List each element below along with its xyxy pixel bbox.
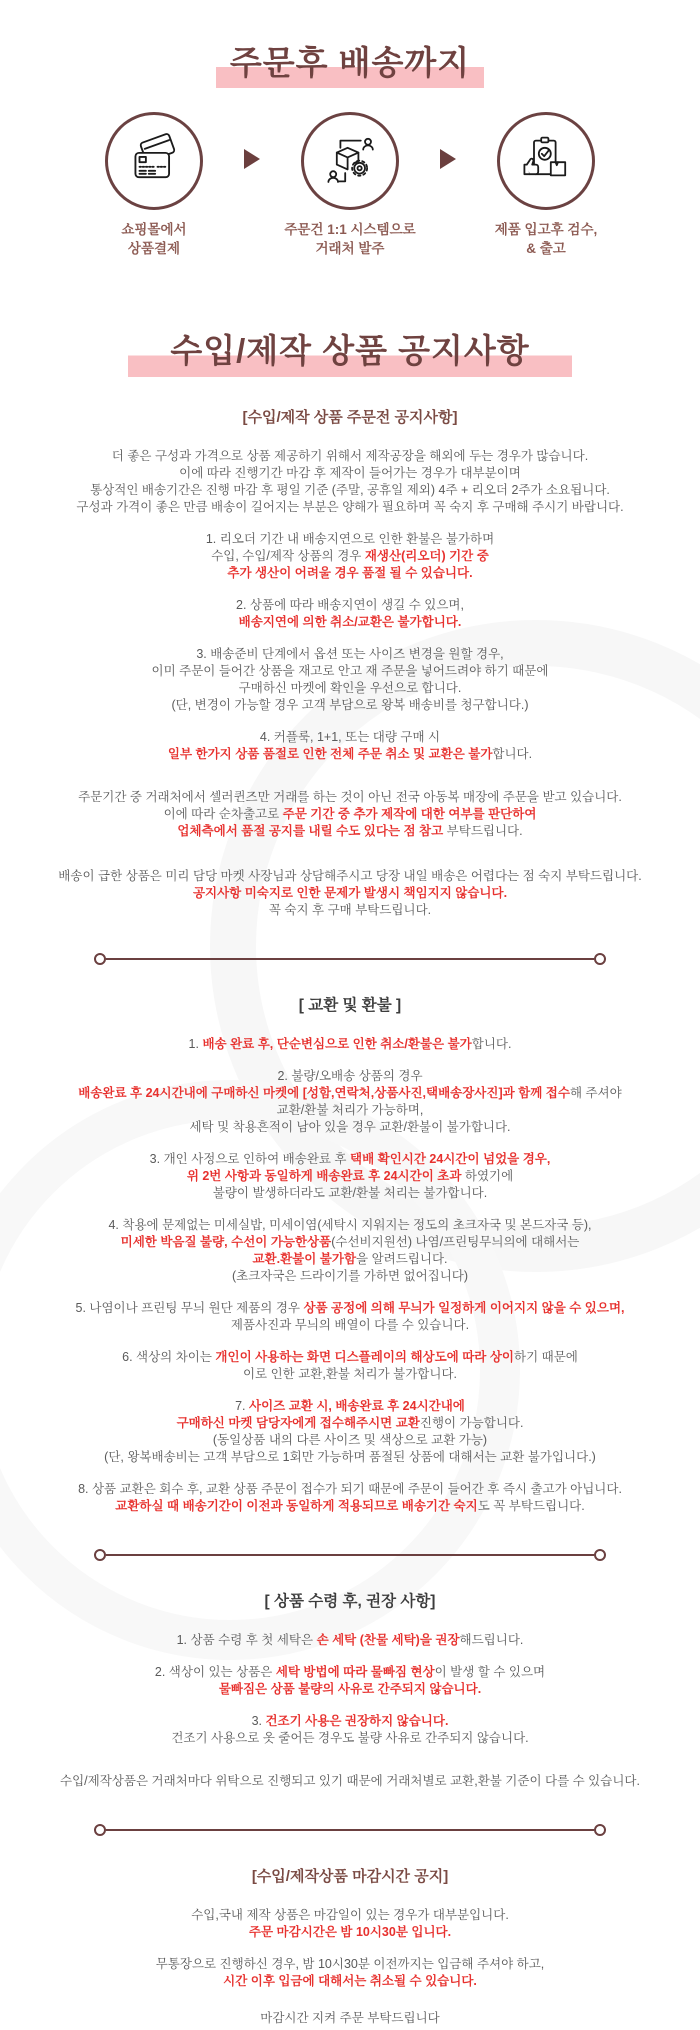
- notice-line: 꼭 숙지 후 구매 부탁드립니다.: [268, 902, 432, 917]
- credit-card-icon: [105, 112, 203, 210]
- notice-line: 3. 건조기 사용은 권장하지 않습니다.: [251, 1713, 449, 1728]
- notice-line: 주문기간 중 거래처에서 셀러퀸즈만 거래를 하는 것이 아닌 전국 아동복 매장에 주문을 받고 있습니다.: [78, 789, 622, 804]
- notice-line: 이에 따라 진행기간 마감 후 제작이 들어가는 경우가 대부분이며: [179, 465, 521, 480]
- divider-end-dot: [594, 953, 606, 965]
- notice-line: 더 좋은 구성과 가격으로 상품 제공하기 위해서 제작공장을 해외에 두는 경우가 많습니다.: [111, 448, 589, 463]
- notice-line: 수입, 수입/제작 상품의 경우 재생산(리오더) 기간 중: [211, 548, 489, 563]
- section-header: [ 상품 수령 후, 권장 사항]: [264, 1592, 436, 1610]
- notice-line: 무통장으로 진행하신 경우, 밤 10시30분 이전까지는 입금해 주셔야 하고,: [155, 1956, 545, 1971]
- notice-paragraph: [20, 1398, 680, 1466]
- section-divider: [94, 1549, 606, 1561]
- inspection-shipping-icon: [497, 112, 595, 210]
- notice-line: 배송완료 후 24시간내에 구매하신 마켓에 [성함,연락처,상품사진,택배송장사진]과 함께 접수해 주셔야: [78, 1085, 622, 1100]
- notice-line: 교환/환불 처리가 가능하며,: [276, 1102, 424, 1117]
- notice-line: (단, 변경이 가능할 경우 고객 부담으로 왕복 배송비를 청구합니다.): [171, 697, 529, 712]
- section-divider: [94, 1824, 606, 1836]
- notice-line: 이미 주문이 들어간 상품을 재고로 안고 재 주문을 넣어드려야 하기 때문에: [151, 663, 549, 678]
- arrow-right-icon: [440, 149, 456, 169]
- notice-line: 추가 생산이 어려울 경우 품절 될 수 있습니다.: [227, 565, 473, 580]
- notice-line: 구성과 가격이 좋은 만큼 배송이 길어지는 부분은 양해가 필요하며 꼭 숙지 후 구매해 주시기 바랍니다.: [76, 499, 624, 514]
- notice-line: 건조기 사용으로 옷 줄어든 경우도 불량 사유로 간주되지 않습니다.: [171, 1730, 529, 1745]
- notice-paragraph: [20, 1300, 680, 1334]
- section-header: [ 교환 및 환불 ]: [298, 996, 402, 1014]
- divider-line: [106, 958, 594, 960]
- notice-line: 교환.환불이 불가함을 알려드립니다.: [252, 1251, 448, 1266]
- notice-paragraph: [20, 448, 680, 516]
- process-step-label: 쇼핑몰에서 상품결제: [121, 221, 187, 256]
- notice-line: 일부 한가지 상품 품절로 인한 전체 주문 취소 및 교환은 불가합니다.: [167, 746, 533, 761]
- process-step-label: 제품 입고후 검수, & 출고: [494, 221, 598, 256]
- notice-paragraph: [20, 1713, 680, 1747]
- notice-line: 구매하신 마켓에 확인을 우선으로 합니다.: [238, 680, 462, 695]
- section-header: [수입/제작상품 마감시간 공지]: [251, 1867, 449, 1885]
- notice-line: 제품사진과 무늬의 배열이 다를 수 있습니다.: [230, 1317, 470, 1332]
- notice-paragraph: [20, 597, 680, 631]
- notice-paragraph: [20, 1664, 680, 1698]
- notice-line: 2. 색상이 있는 상품은 세탁 방법에 따라 물빠짐 현상이 발생 할 수 있으며: [154, 1664, 546, 1679]
- notice-line: 위 2번 사항과 동일하게 배송완료 후 24시간이 초과 하였기에: [186, 1168, 514, 1183]
- notice-line: 수입/제작상품은 거래처마다 위탁으로 진행되고 있기 때문에 거래처별로 교환,환불 기준이 다를 수 있습니다.: [60, 1773, 640, 1788]
- notice-line: (동일상품 내의 다른 사이즈 및 색상으로 교환 가능): [212, 1432, 488, 1447]
- notice-line: 4. 착용에 문제없는 미세실밥, 미세이염(세탁시 지워지는 정도의 초크자국 및 본드자국 등),: [108, 1217, 592, 1232]
- notice-line: 공지사항 미숙지로 인한 문제가 발생시 책임지지 않습니다.: [192, 885, 508, 900]
- notice-line: 2. 불량/오배송 상품의 경우: [277, 1068, 423, 1083]
- notice-paragraph: [20, 1217, 680, 1285]
- notice-paragraph: [20, 1773, 680, 1790]
- notice-line: 마감시간 지켜 주문 부탁드립니다: [260, 2010, 440, 2025]
- notice-line: 통상적인 배송기간은 진행 마감 후 평일 기준 (주말, 공휴일 제외) 4주 + 리오더 2주가 소요됩니다.: [90, 482, 610, 497]
- notice-line: 5. 나염이나 프린팅 무늬 원단 제품의 경우 상품 공정에 의해 무늬가 일정하게 이어지지 않을 수 있으며,: [75, 1300, 625, 1315]
- order-system-icon: [301, 112, 399, 210]
- notice-line: 배송이 급한 상품은 미리 담당 마켓 사장님과 상담해주시고 당장 내일 배송은 어렵다는 점 숙지 부탁드립니다.: [58, 868, 642, 883]
- notice-line: 업체측에서 품절 공지를 내릴 수도 있다는 점 참고 부탁드립니다.: [177, 823, 523, 838]
- notice-line: 주문 마감시간은 밤 10시30분 입니다.: [248, 1924, 452, 1939]
- section-divider: [94, 953, 606, 965]
- notice-line: 시간 이후 입금에 대해서는 취소될 수 있습니다.: [223, 1973, 477, 1988]
- notice-line: 미세한 박음질 불량, 수선이 가능한상품(수선비지원선) 나염/프린팅무늬의에 대해서는: [120, 1234, 580, 1249]
- divider-line: [106, 1829, 594, 1831]
- notice-paragraph: [20, 1151, 680, 1202]
- notice-line: 이로 인한 교환,환불 처리가 불가합니다.: [242, 1366, 458, 1381]
- notice-paragraph: [20, 1481, 680, 1515]
- divider-line: [106, 1554, 594, 1556]
- process-step-payment: [70, 112, 238, 258]
- notice-paragraph: [20, 531, 680, 582]
- notice-line: 구매하신 마켓 담당자에게 접수해주시면 교환진행이 가능합니다.: [176, 1415, 524, 1430]
- notice-line: 세탁 및 착용흔적이 남아 있을 경우 교환/환불이 불가합니다.: [189, 1119, 511, 1134]
- process-step-order-system: [266, 112, 434, 258]
- notice-paragraph: [20, 646, 680, 714]
- notice-line: 6. 색상의 차이는 개인이 사용하는 화면 디스플레이의 해상도에 따라 상이하기 때문에: [122, 1349, 578, 1364]
- section-header: [수입/제작 상품 주문전 공지사항]: [242, 408, 458, 426]
- notice-paragraph: [20, 1068, 680, 1136]
- notice-line: 2. 상품에 따라 배송지연이 생길 수 있으며,: [236, 597, 464, 612]
- notice-line: 이에 따라 순차출고로 주문 기간 중 추가 제작에 대한 여부를 판단하여: [163, 806, 537, 821]
- notice-paragraph: [20, 1907, 680, 1941]
- notice-line: 1. 배송 완료 후, 단순변심으로 인한 취소/환불은 불가합니다.: [188, 1036, 512, 1051]
- notice-line: 3. 개인 사정으로 인하여 배송완료 후 택배 확인시간 24시간이 넘었을 경우,: [149, 1151, 551, 1166]
- divider-end-dot: [594, 1824, 606, 1836]
- notice-paragraph: [20, 729, 680, 763]
- notice-content: [20, 409, 680, 2027]
- notice-line: 물빠짐은 상품 불량의 사유로 간주되지 않습니다.: [218, 1681, 482, 1696]
- notice-paragraph: [20, 1956, 680, 1990]
- divider-end-dot: [94, 1824, 106, 1836]
- notice-line: (초크자국은 드라이기를 가하면 없어집니다): [231, 1268, 469, 1283]
- order-process-steps: [0, 112, 700, 258]
- notice-line: 수입,국내 제작 상품은 마감일이 있는 경우가 대부분입니다.: [191, 1907, 509, 1922]
- notice-line: 4. 커플룩, 1+1, 또는 대량 구매 시: [259, 729, 441, 744]
- arrow-right-icon: [244, 149, 260, 169]
- divider-end-dot: [594, 1549, 606, 1561]
- page-title: 주문후 배송까지: [216, 44, 484, 88]
- notice-line: 배송지연에 의한 취소/교환은 불가합니다.: [238, 614, 462, 629]
- notice-paragraph: [20, 2010, 680, 2027]
- notice-line: 1. 리오더 기간 내 배송지연으로 인한 환불은 불가하며: [205, 531, 495, 546]
- notice-paragraph: [20, 1632, 680, 1649]
- divider-end-dot: [94, 953, 106, 965]
- notice-paragraph: [20, 789, 680, 840]
- notice-title: 수입/제작 상품 공지사항: [128, 332, 571, 377]
- notice-paragraph: [20, 1036, 680, 1053]
- notice-line: 3. 배송준비 단계에서 옵션 또는 사이즈 변경을 원할 경우,: [196, 646, 504, 661]
- notice-line: (단, 왕복배송비는 고객 부담으로 1회만 가능하며 품절된 상품에 대해서는 교환 불가입니다.): [104, 1449, 596, 1464]
- notice-paragraph: [20, 868, 680, 919]
- divider-end-dot: [94, 1549, 106, 1561]
- process-step-label: 주문건 1:1 시스템으로 거래처 발주: [284, 221, 416, 256]
- notice-paragraph: [20, 1349, 680, 1383]
- notice-line: 교환하실 때 배송기간이 이전과 동일하게 적용되므로 배송기간 숙지도 꼭 부탁드립니다.: [115, 1498, 585, 1513]
- notice-line: 1. 상품 수령 후 첫 세탁은 손 세탁 (찬물 세탁)을 권장해드립니다.: [176, 1632, 524, 1647]
- process-step-inspection: [462, 112, 630, 258]
- notice-line: 7. 사이즈 교환 시, 배송완료 후 24시간내에: [235, 1398, 465, 1413]
- notice-line: 8. 상품 교환은 회수 후, 교환 상품 주문이 접수가 되기 때문에 주문이 들어간 후 즉시 출고가 아닙니다.: [78, 1481, 622, 1496]
- notice-line: 불량이 발생하더라도 교환/환불 처리는 불가합니다.: [212, 1185, 488, 1200]
